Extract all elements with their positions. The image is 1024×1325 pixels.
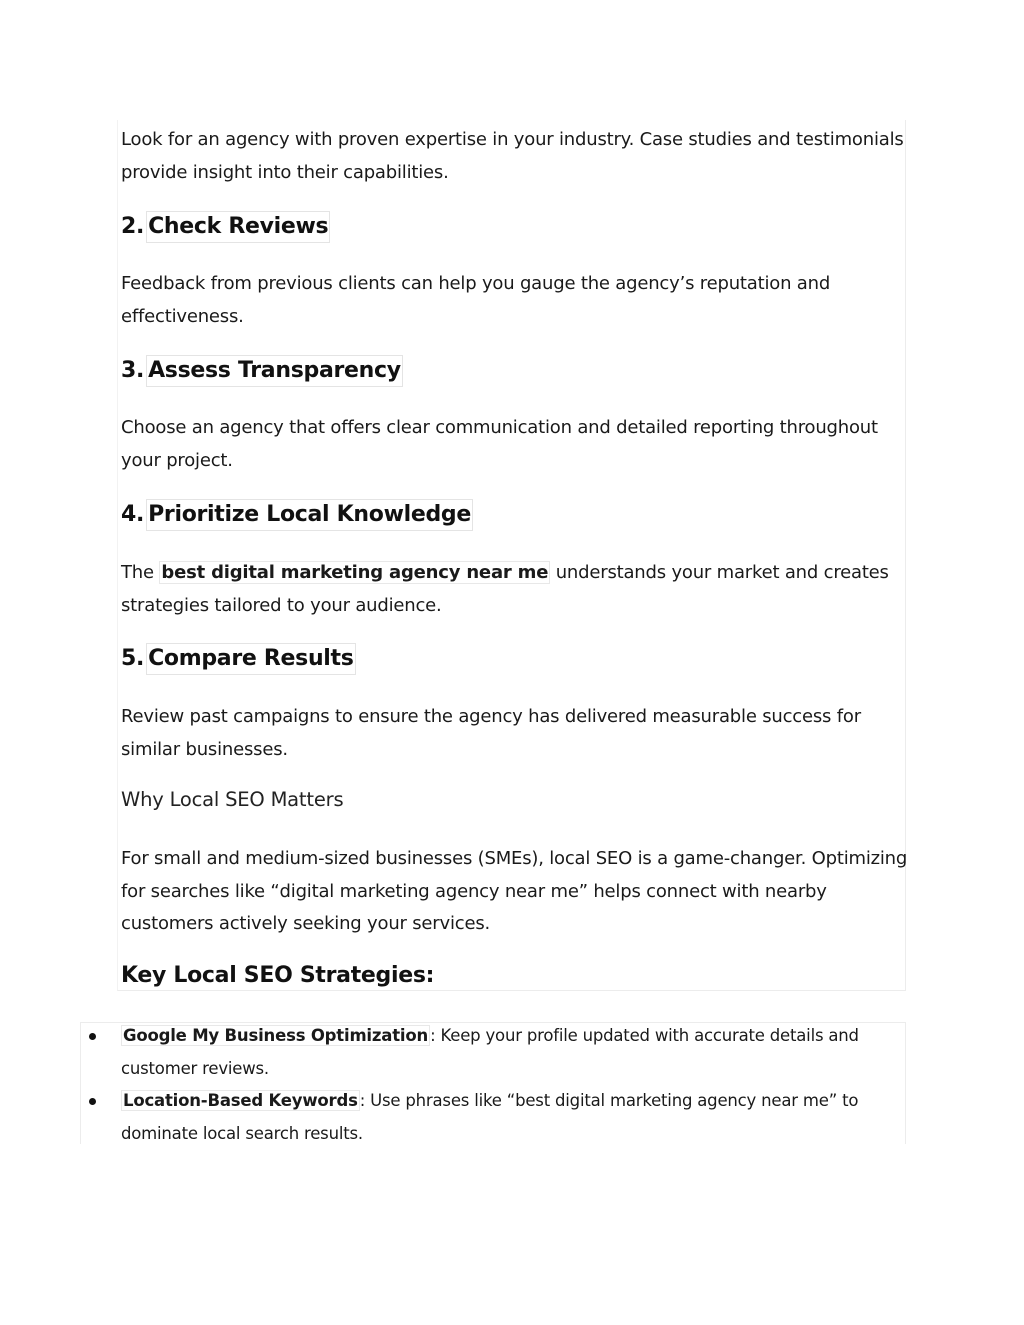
section-4-body-keyword: best digital marketing agency near me [161,562,549,583]
section-2-number: 2. [121,214,145,239]
bullet-icon [89,1098,96,1105]
strategy-1-text: : Keep your profile updated with accurate details and customer reviews. [121,1026,859,1078]
section-5-heading [121,643,356,675]
section-2-title: Check Reviews [146,211,330,243]
strategies-heading: Key Local SEO Strategies: [121,963,435,988]
section-3-heading [121,355,403,387]
section-4-body-prefix: The [121,562,160,583]
strategy-1-term: Google My Business Optimization [123,1026,429,1045]
strategy-2-text: : Use phrases like “best digital marketing agency near me” to dominate local search results. [121,1091,859,1143]
why-local-seo-heading: Why Local SEO Matters [121,788,344,811]
section-5-number: 5. [121,646,145,671]
list-item [80,1085,861,1150]
bullet-icon [89,1033,96,1040]
list-item [80,1020,861,1085]
intro-paragraph: Look for an agency with proven expertise in your industry. Case studies and testimonials provide insight into their capabilities. [121,129,904,183]
section-4-title: Prioritize Local Knowledge [146,499,473,531]
section-4-body [121,557,911,622]
section-3-body: Choose an agency that offers clear communication and detailed reporting throughout your project. [121,417,878,471]
section-4-body-suffix: understands your market and creates strategies tailored to your audience. [121,562,889,616]
section-5-title: Compare Results [146,643,355,675]
section-3-number: 3. [121,358,145,383]
section-2-heading [121,211,330,243]
strategy-2-term: Location-Based Keywords [123,1091,358,1110]
section-3-title: Assess Transparency [146,355,403,387]
strategies-list [80,1020,906,1150]
section-5-body: Review past campaigns to ensure the agency has delivered measurable success for similar businesses. [121,706,861,760]
why-local-seo-body: For small and medium-sized businesses (SMEs), local SEO is a game-changer. Optimizing for searches like “digital marketing agency near me” helps connect with nearby customers actively seeking your services. [121,848,908,934]
section-2-body: Feedback from previous clients can help you gauge the agency’s reputation and effectiveness. [121,273,831,327]
section-4-number: 4. [121,502,145,527]
section-4-heading [121,499,473,531]
